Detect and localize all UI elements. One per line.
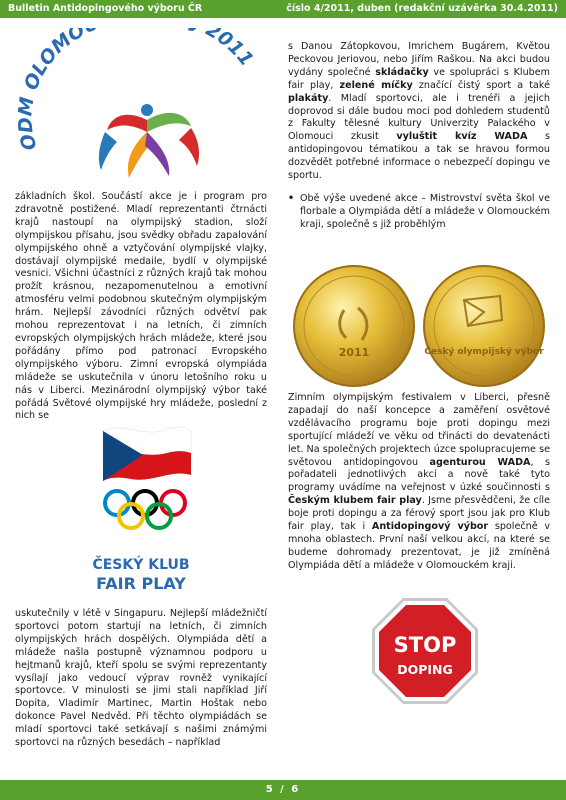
right-paragraph-1: s Danou Zátopkovou, Imrichem Bugárem, Květou Peckovou Jeriovou, nebo Jiřím Raškou. Na akci budou vydány společné skládačky ve spolupráci s Klubem fair play, zelené míčky značící čistý sport a také plakáty. Mladí sportovci, ale i trenéři a jejich doprovod si dále budou moci pod dohledem studentů z Fakulty tělesné kultury Univerzity Palackého v Olomouci zkusit vyluštit kvíz WADA s antidopingovou tématikou a tak se hravou formou dozvědět potřebné informace o nebezpečí dopingu ve sportu. xyxy=(288,41,550,182)
logo-figure-icon xyxy=(99,104,199,178)
czech-flag-icon xyxy=(103,427,191,481)
bullet-text: Obě výše uvedené akce – Mistrovství světa škol ve florbale a Olympiáda dětí a mládeže v Olomouckém kraji, společně s již proběhlým xyxy=(300,192,550,230)
stop-text: STOP xyxy=(393,633,457,657)
stop-doping-sign xyxy=(370,596,480,706)
svg-text:ODM OLOMOUCKÝ KRAJ 2011 xyxy=(15,28,258,153)
right-paragraph-2: Zimním olympijským festivalem v Liberci, přesně zapadají do naší koncepce a zaměření osvětové vzdělávacího programu boje proti dopingu mezi sportující mládeží ve věku od třinácti do devatenácti let. Na společných projektech úzce spolupracujeme se světovou antidopingovou agenturou WADA, s pořadateli jednotlivých akcí a nově také tyto programy uvádíme na veřejnost v úzké součinnosti s Českým klubem fair play. Jsme přesvědčeni, že cíle boje proti dopingu a za férový sport jsou jak pro Klub fair play, tak i Antidopingový výbor společně v mnoha oblastech. První naší velkou akcí, na které se budeme dohromady prezentovat, je již zmíněná Olympiáda dětí a mládeže v Olomouckém kraji. xyxy=(288,392,551,571)
left-paragraph-1: základních škol. Součástí akce je i program pro zdravotně postižené. Mladí reprezentanti čtrnácti krajů nastoupí na olympijský stadion, složí olympijskou přísahu, jsou svědky obřadu zapalování olympijského ohně a vztyčování olympijské vlajky, dostávají olympijské medaile, bydlí v olympijské vesnici. Všichni účastníci z různých krajů tak mohou prožít krásnou, nezapomenutelnou a emotivní atmosféru velmi podobnou skutečným olympijským hrám. Nejlepší závodníci různých odvětví pak mohou reprezentovat i na letních, či zimních evropských olympijských hrách mládeže, které jsou pořádány přímo pod patronací Evropského olympijského výboru. Zimní evropská olympiáda mládeže se uskutečnila v únoru letošního roku u nás v Liberci. Mezinárodní olympijský výbor také pořádá Světové olympijské hry mládeže, poslední z nich se xyxy=(15,191,267,422)
header-bar xyxy=(0,0,566,18)
page-number: 5 / 6 xyxy=(265,784,301,795)
right-column-top xyxy=(288,41,550,232)
olympic-rings-icon xyxy=(105,491,185,528)
left-paragraph-2: uskutečnily v létě v Singapuru. Nejlepší mládežničtí sportovci potom startují na letních, či zimních olympijských hrách dospělých. Olympiáda dětí a mládeže našla postupně významnou podporu u hejtmanů krajů, kteří spolu se svými reprezentanty vysílají jako vedoucí výprav rovněž vynikající sportovce. V minulosti se jimi stali například Jiří Dopita, Vladimír Martinec, Martin Hoštak nebo dokonce Pavel Nedvěd. Při těchto olympiádách se mladí sportovci také setkávají s našimi známými sportovci na různých besedách – například xyxy=(15,608,267,749)
footer-bar xyxy=(0,780,566,800)
medal-right-icon xyxy=(424,266,544,386)
fairplay-line-2: FAIR PLAY xyxy=(96,574,186,593)
doping-text: DOPING xyxy=(397,662,453,677)
fairplay-line-1: ČESKÝ KLUB xyxy=(92,557,190,573)
left-column-bottom xyxy=(15,608,267,750)
bullet-item xyxy=(288,193,550,232)
left-column-top xyxy=(15,191,267,423)
medal-left-icon xyxy=(294,266,414,386)
medal-left-year: 2011 xyxy=(338,346,370,359)
fairplay-logo xyxy=(15,417,267,602)
right-column-middle xyxy=(288,392,550,573)
bullet-marker: • xyxy=(288,192,295,204)
odm-logo xyxy=(15,28,267,188)
logo-text: ODM OLOMO 2011 xyxy=(15,28,258,153)
medal-right-text: Český olympijský výbor xyxy=(424,347,544,357)
bulletin-title: Bulletin Antidopingového výboru ČR xyxy=(8,3,203,14)
issue-info: číslo 4/2011, duben (redakční uzávěrka 30.4.2011) xyxy=(286,3,558,14)
medals-image xyxy=(288,260,550,390)
